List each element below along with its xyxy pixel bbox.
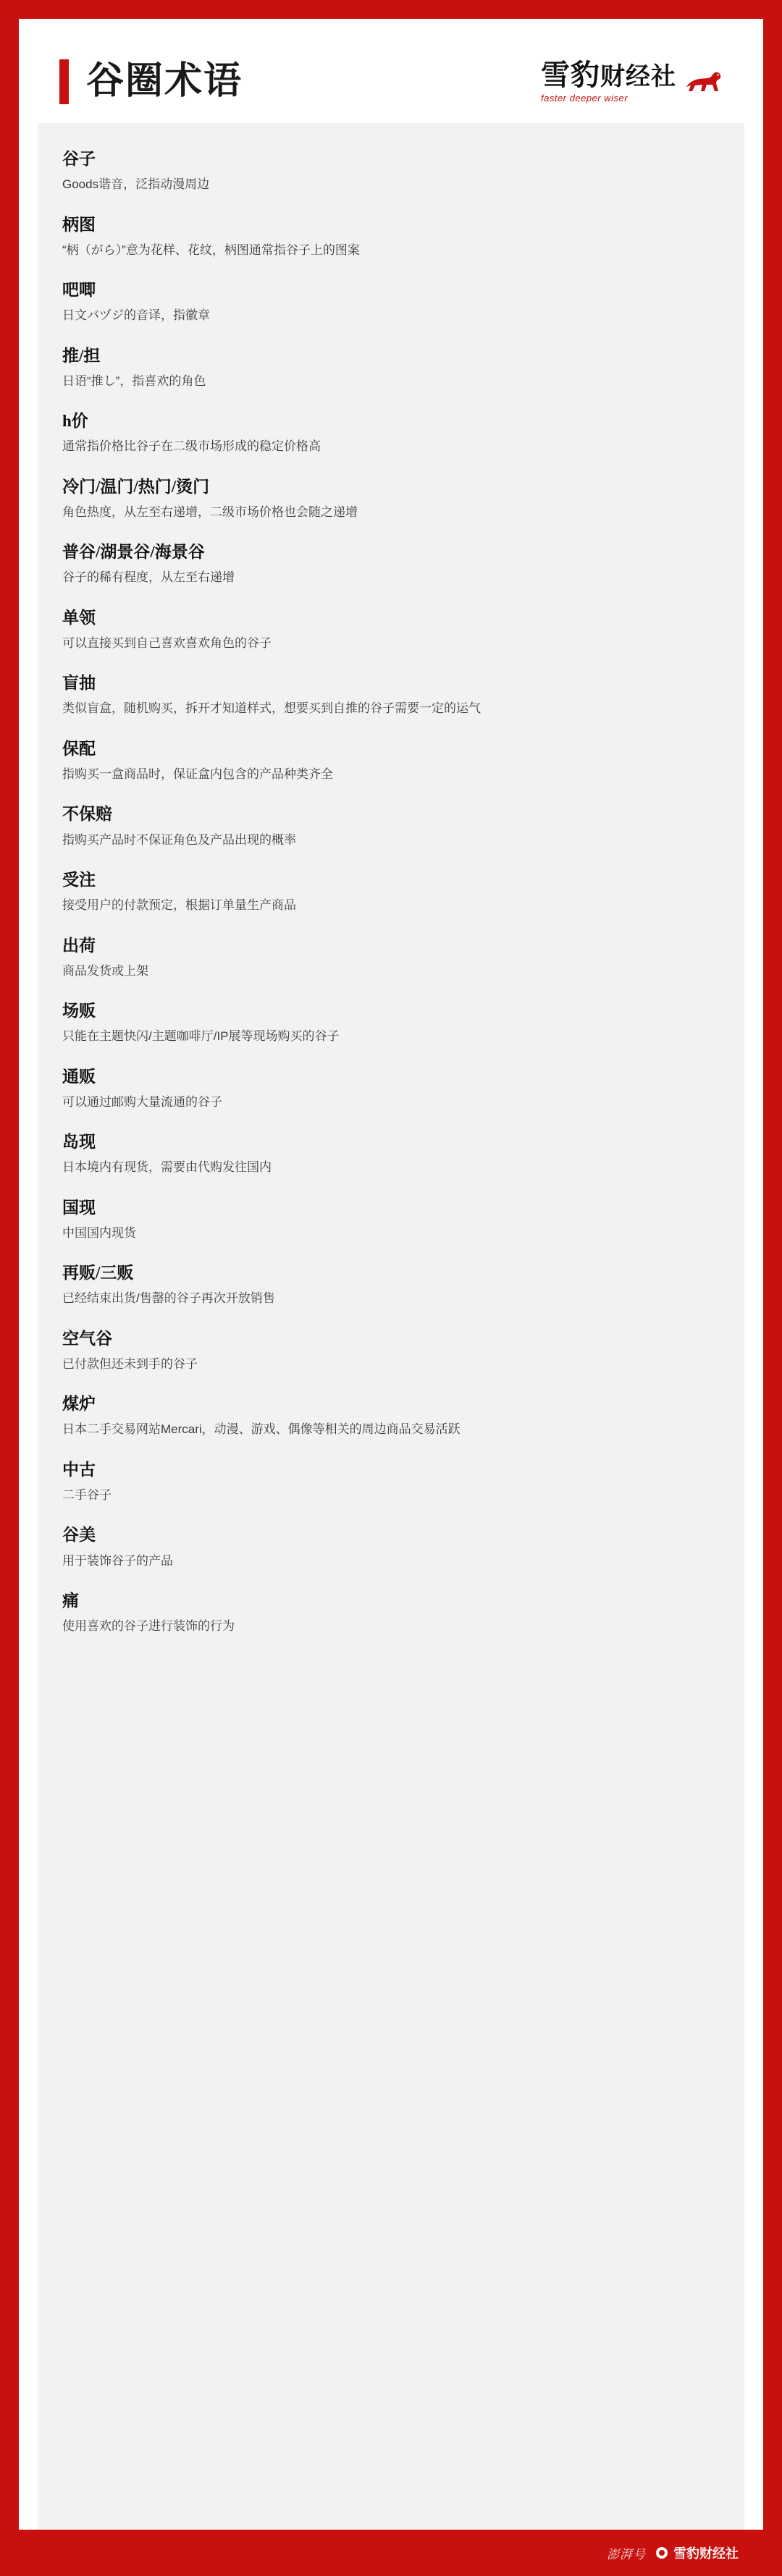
glossary-description: 日语“推し”，指喜欢的角色 [62, 373, 206, 388]
glossary-description: Goods谐音，泛指动漫周边 [62, 177, 210, 192]
brand-name-rest: 财经社 [600, 64, 676, 90]
glossary-term: 国现 [62, 1198, 96, 1217]
glossary-entry [62, 1589, 720, 1636]
page-title: 谷圈术语 [86, 61, 243, 102]
glossary-description: 可以直接买到自己喜欢喜欢角色的谷子 [62, 635, 272, 650]
glossary-term: 盲抽 [62, 674, 96, 693]
glossary-term: 场贩 [62, 1002, 96, 1021]
glossary-description: 通常指价格比谷子在二级市场形成的稳定价格高 [62, 439, 321, 454]
glossary-entry [62, 345, 720, 391]
glossary-entry [62, 934, 720, 981]
glossary-term: 推/担 [62, 346, 101, 365]
glossary-term: 保配 [62, 739, 96, 758]
glossary-entry [62, 738, 720, 784]
glossary-term: 煤炉 [62, 1395, 96, 1414]
footer [19, 2530, 763, 2576]
glossary-term: 岛现 [62, 1133, 96, 1152]
glossary-term: 谷子 [62, 150, 96, 168]
glossary-entry [62, 803, 720, 849]
title-accent-bar [59, 59, 69, 104]
glossary-description: 谷子的稀有程度，从左至右递增 [62, 570, 235, 585]
glossary-description: 类似盲盒，随机购买，拆开才知道样式，想要买到自推的谷子需要一定的运气 [62, 701, 481, 716]
glossary-term: 柄图 [62, 215, 96, 234]
glossary-description: 日文バヅジ的音译，指徽章 [62, 308, 210, 323]
glossary-entry [62, 1262, 720, 1308]
glossary-term: 冷门/温门/热门/烫门 [62, 477, 210, 496]
brand-name [541, 60, 676, 90]
glossary-entry [62, 1131, 720, 1177]
header [19, 19, 763, 123]
glossary-entry [62, 148, 720, 194]
glossary-entry [62, 410, 720, 456]
glossary-entry [62, 1196, 720, 1243]
glossary-description: 已经结束出货/售罄的谷子再次开放销售 [62, 1291, 275, 1306]
footer-account-label: 雪豹财经社 [673, 2546, 739, 2561]
glossary-term: 普谷/湖景谷/海景谷 [62, 543, 205, 562]
glossary-entry [62, 672, 720, 718]
glossary-entry [62, 869, 720, 915]
glossary-term: 不保赔 [62, 805, 112, 824]
glossary-term: 痛 [62, 1592, 79, 1610]
glossary-description: 可以通过邮购大量流通的谷子 [62, 1094, 222, 1109]
glossary-description: 使用喜欢的谷子进行装饰的行为 [62, 1619, 235, 1634]
glossary-term: 中古 [62, 1460, 96, 1479]
glossary-description: 二手谷子 [62, 1487, 112, 1502]
glossary-description: 指购买一盒商品时，保证盒内包含的产品种类齐全 [62, 767, 333, 781]
footer-platform: 澎湃号 [607, 2547, 646, 2562]
glossary-description: 已付款但还未到手的谷子 [62, 1356, 198, 1371]
glossary-entry [62, 1458, 720, 1505]
glossary-description: 日本二手交易网站Mercari，动漫、游戏、偶像等相关的周边商品交易活跃 [62, 1422, 461, 1437]
brand-name-char-1: 雪 [541, 59, 571, 91]
glossary-entry [62, 1000, 720, 1046]
glossary-description: 中国国内现货 [62, 1225, 136, 1240]
glossary-description: 接受用户的付款预定，根据订单量生产商品 [62, 898, 296, 913]
glossary-description: 角色热度，从左至右递增，二级市场价格也会随之递增 [62, 504, 358, 519]
glossary-description: 用于装饰谷子的产品 [62, 1553, 173, 1568]
brand-logo [541, 60, 723, 104]
glossary-term: h价 [62, 412, 88, 431]
glossary-term: 再贩/三贩 [62, 1264, 134, 1283]
page-title-group [59, 59, 243, 104]
footer-account [656, 2543, 739, 2562]
account-avatar-icon [656, 2547, 668, 2559]
glossary-entry [62, 1065, 720, 1112]
brand-tagline: faster deeper wiser [541, 93, 628, 104]
glossary-entry [62, 214, 720, 260]
glossary-term: 出荷 [62, 936, 96, 955]
brand-text [541, 60, 676, 104]
glossary-term: 受注 [62, 871, 96, 890]
glossary-entry [62, 1327, 720, 1374]
brand-name-char-2: 豹 [571, 59, 600, 91]
glossary-term: 通贩 [62, 1067, 96, 1086]
glossary-term: 吧唧 [62, 281, 96, 300]
glossary-description: 日本境内有现货，需要由代购发往国内 [62, 1160, 272, 1175]
glossary-panel [38, 123, 744, 2530]
leopard-icon [685, 69, 723, 94]
glossary-entry [62, 476, 720, 522]
glossary-entry [62, 1393, 720, 1439]
glossary-entry [62, 1524, 720, 1570]
glossary-entry [62, 607, 720, 653]
glossary-description: 指购买产品时不保证角色及产品出现的概率 [62, 832, 296, 847]
glossary-description: 只能在主题快闪/主题咖啡厅/IP展等现场购买的谷子 [62, 1029, 340, 1044]
glossary-term: 空气谷 [62, 1329, 112, 1348]
glossary-term: 谷美 [62, 1526, 96, 1545]
glossary-description: “柄（がら）”意为花样、花纹，柄图通常指谷子上的图案 [62, 242, 360, 257]
glossary-entry [62, 541, 720, 587]
content-card [19, 19, 763, 2530]
glossary-term: 单领 [62, 608, 96, 627]
glossary-description: 商品发货或上架 [62, 963, 148, 978]
glossary-entry [62, 279, 720, 325]
